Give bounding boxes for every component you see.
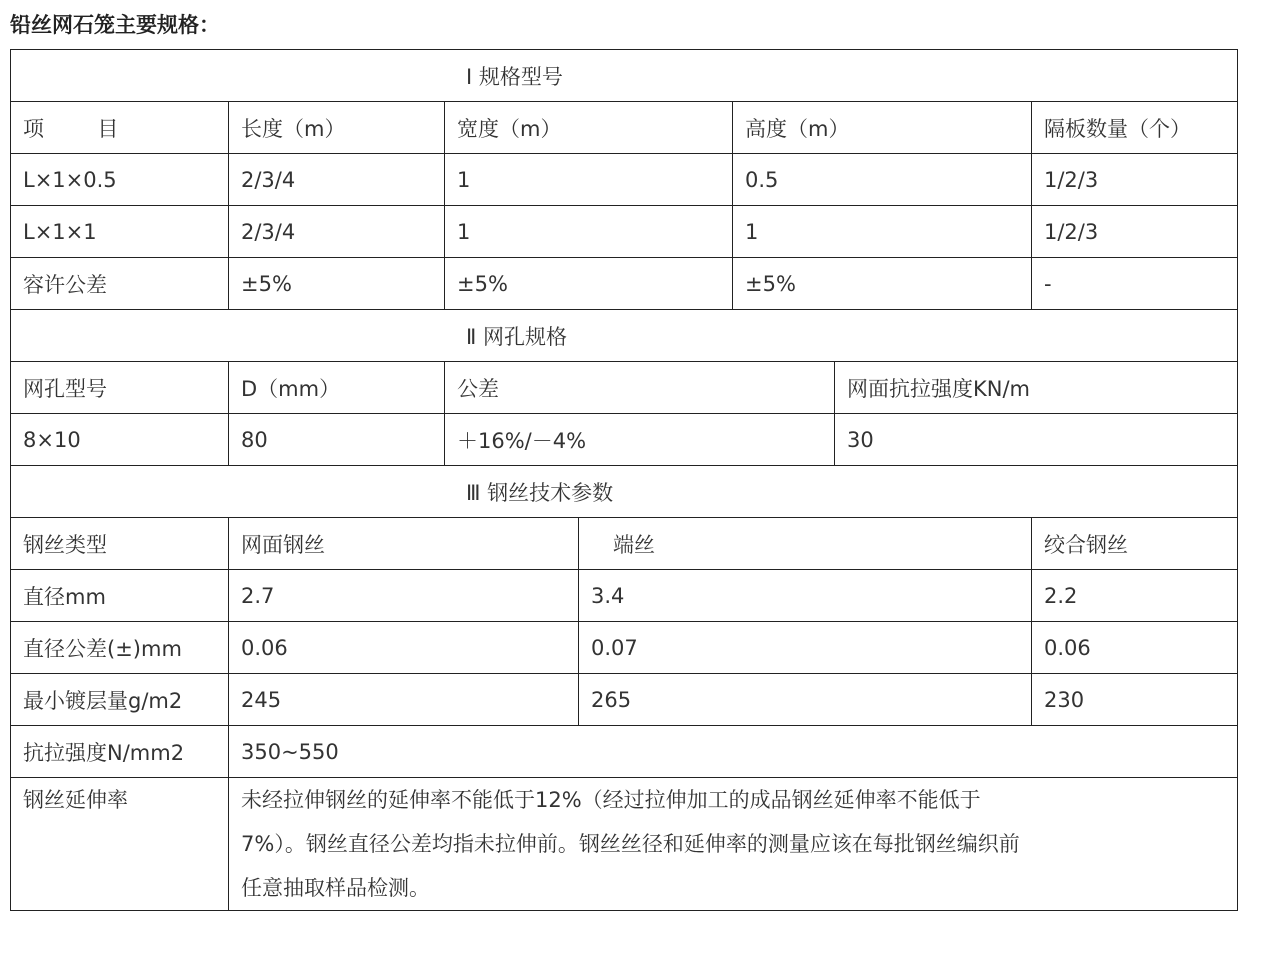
header-cell: 钢丝类型 (11, 518, 229, 570)
header-cell: 绞合钢丝 (1032, 518, 1238, 570)
table-cell: 1 (733, 206, 1032, 258)
elongation-text-cell (229, 778, 1238, 911)
header-cell: 项 目 (11, 102, 229, 154)
table-cell: 1 (445, 154, 733, 206)
header-cell: 宽度（m） (445, 102, 733, 154)
table-cell: 直径mm (11, 570, 229, 622)
table-cell: 0.5 (733, 154, 1032, 206)
table-row (11, 414, 1238, 466)
table-row (11, 726, 1238, 778)
table-cell: 直径公差(±)mm (11, 622, 229, 674)
table-cell: 2/3/4 (229, 206, 445, 258)
section-heading-mesh-spec: Ⅱ 网孔规格 (11, 310, 1238, 362)
header-cell: 公差 (445, 362, 835, 414)
table-header-row (11, 102, 1238, 154)
elongation-line: 任意抽取样品检测。 (241, 876, 430, 900)
table-cell: 80 (229, 414, 445, 466)
section-heading-row (11, 50, 1238, 102)
table-row (11, 154, 1238, 206)
header-cell: 隔板数量（个） (1032, 102, 1238, 154)
table-cell: 2.2 (1032, 570, 1238, 622)
table-cell: 3.4 (579, 570, 1032, 622)
table-cell: L×1×1 (11, 206, 229, 258)
table-cell: 230 (1032, 674, 1238, 726)
table-cell: 0.07 (579, 622, 1032, 674)
section-heading-wire-params: Ⅲ 钢丝技术参数 (11, 466, 1238, 518)
table-cell: 8×10 (11, 414, 229, 466)
table-cell: 1 (445, 206, 733, 258)
table-cell: 30 (835, 414, 1238, 466)
header-cell: 网面抗拉强度KN/m (835, 362, 1238, 414)
header-cell: 网孔型号 (11, 362, 229, 414)
table-row (11, 258, 1238, 310)
table-row (11, 622, 1238, 674)
table-cell: L×1×0.5 (11, 154, 229, 206)
header-cell: D（mm） (229, 362, 445, 414)
table-cell: 265 (579, 674, 1032, 726)
table-row (11, 778, 1238, 911)
table-cell: 钢丝延伸率 (11, 778, 229, 911)
header-cell: 高度（m） (733, 102, 1032, 154)
table-row (11, 674, 1238, 726)
table-header-row (11, 362, 1238, 414)
table-cell: 2.7 (229, 570, 579, 622)
table-cell: 350~550 (229, 726, 1238, 778)
table-cell: - (1032, 258, 1238, 310)
table-cell: 1/2/3 (1032, 206, 1238, 258)
header-cell: 网面钢丝 (229, 518, 579, 570)
table-cell: ±5% (229, 258, 445, 310)
table-cell: ±5% (445, 258, 733, 310)
elongation-line: 7%）。钢丝直径公差均指未拉伸前。钢丝丝径和延伸率的测量应该在每批钢丝编织前 (241, 832, 1020, 856)
header-cell: 端丝 (579, 518, 1032, 570)
table-cell: ＋16%/－4% (445, 414, 835, 466)
table-cell: ±5% (733, 258, 1032, 310)
page-title: 铅丝网石笼主要规格： (10, 13, 220, 37)
table-row (11, 570, 1238, 622)
section-heading-row (11, 310, 1238, 362)
section-heading-row (11, 466, 1238, 518)
spec-table (10, 49, 1238, 911)
table-cell: 245 (229, 674, 579, 726)
elongation-line: 未经拉伸钢丝的延伸率不能低于12%（经过拉伸加工的成品钢丝延伸率不能低于 (241, 788, 981, 812)
table-cell: 0.06 (1032, 622, 1238, 674)
table-cell: 最小镀层量g/m2 (11, 674, 229, 726)
table-cell: 容许公差 (11, 258, 229, 310)
table-row (11, 206, 1238, 258)
section-heading-spec-model: Ⅰ 规格型号 (11, 50, 1238, 102)
table-cell: 0.06 (229, 622, 579, 674)
table-cell: 抗拉强度N/mm2 (11, 726, 229, 778)
table-cell: 1/2/3 (1032, 154, 1238, 206)
header-cell: 长度（m） (229, 102, 445, 154)
table-header-row (11, 518, 1238, 570)
table-cell: 2/3/4 (229, 154, 445, 206)
